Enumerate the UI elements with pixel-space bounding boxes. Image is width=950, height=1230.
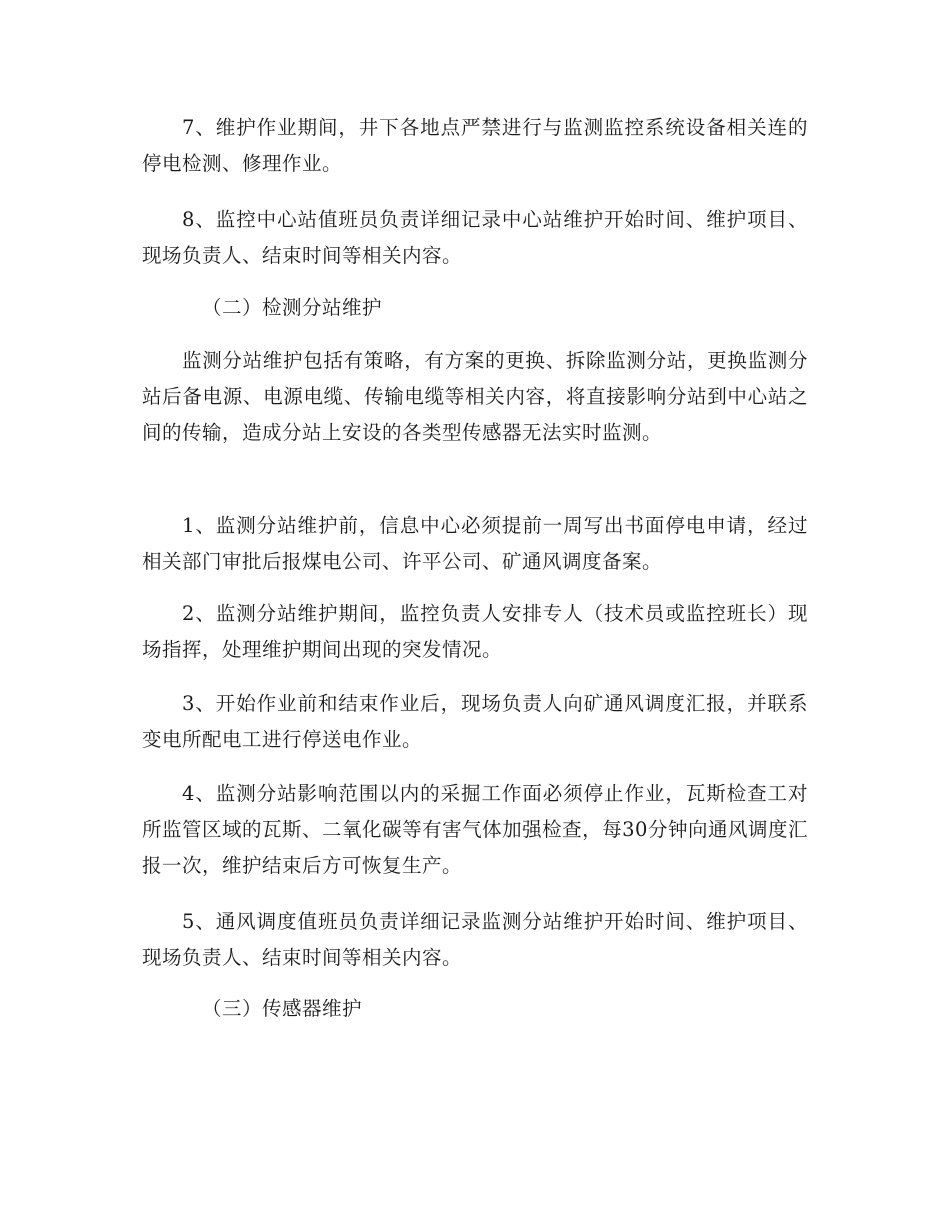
intro-paragraph: 监测分站维护包括有策略，有方案的更换、拆除监测分站，更换监测分站后备电源、电源电缆、传输电缆等相关内容，将直接影响分站到中心站之间的传输，造成分站上安设的各类型传感器无法实时监测。 xyxy=(142,349,808,444)
paragraph-item-1: 1、监测分站维护前，信息中心必须提前一周写出书面停电申请，经过相关部门审批后报煤电公司、许平公司、矿通风调度备案。 xyxy=(142,514,808,573)
section-heading-2: （二）检测分站维护 xyxy=(202,296,383,319)
section-heading-3: （三）传感器维护 xyxy=(202,997,363,1020)
paragraph-item-5: 5、通风调度值班员负责详细记录监测分站维护开始时间、维护项目、现场负责人、结束时间等相关内容。 xyxy=(142,910,808,969)
paragraph-item-2: 2、监测分站维护期间，监控负责人安排专人（技术员或监控班长）现场指挥，处理维护期间出现的突发情况。 xyxy=(142,602,808,661)
paragraph-item-8: 8、监控中心站值班员负责详细记录中心站维护开始时间、维护项目、现场负责人、结束时间等相关内容。 xyxy=(142,208,808,267)
paragraph-item-7: 7、维护作业期间，井下各地点严禁进行与监测监控系统设备相关连的停电检测、修理作业。 xyxy=(142,116,808,175)
paragraph-item-3: 3、开始作业前和结束作业后，现场负责人向矿通风调度汇报，并联系变电所配电工进行停送电作业。 xyxy=(142,692,808,751)
paragraph-item-4: 4、监测分站影响范围以内的采掘工作面必须停止作业，瓦斯检查工对所监管区域的瓦斯、二氧化碳等有害气体加强检查，每30分钟向通风调度汇报一次，维护结束后方可恢复生产。 xyxy=(142,782,808,877)
